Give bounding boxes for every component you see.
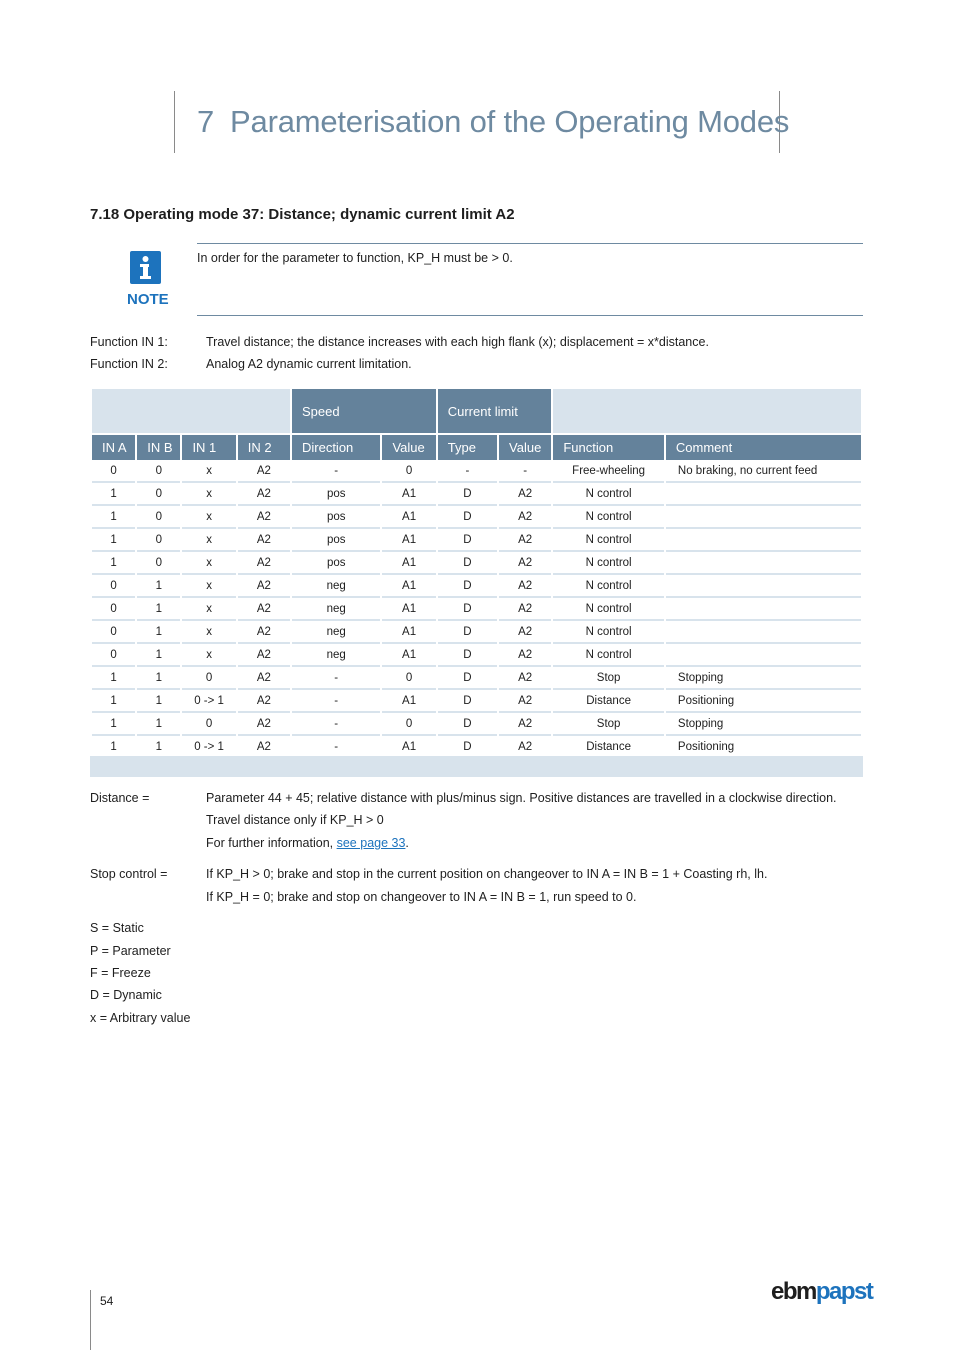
col-speed-value: Value (382, 433, 435, 460)
cell-function: Free-wheeling (553, 460, 664, 483)
cell-in-2: A2 (238, 667, 290, 690)
cell-in-1: 0 (182, 713, 235, 736)
cell-in-a: 1 (92, 506, 135, 529)
cell-in-a: 0 (92, 575, 135, 598)
cell-type: - (438, 460, 497, 483)
cell-type: D (438, 575, 497, 598)
chapter-title: Parameterisation of the Operating Modes (230, 104, 790, 139)
cell-in-1: 0 -> 1 (182, 736, 235, 759)
note-text: In order for the parameter to function, KP_H must be > 0. (197, 251, 513, 265)
cell-in-1: x (182, 621, 235, 644)
cell-in-b: 1 (137, 667, 180, 690)
cell-in-2: A2 (238, 690, 290, 713)
cell-speed-value: A1 (382, 621, 435, 644)
table-row (92, 690, 861, 713)
cell-type: D (438, 621, 497, 644)
cell-comment (666, 483, 861, 506)
cell-in-1: x (182, 644, 235, 667)
cell-function: N control (553, 529, 664, 552)
cell-direction: pos (292, 552, 380, 575)
cell-direction: pos (292, 483, 380, 506)
cell-direction: - (292, 667, 380, 690)
cell-type: D (438, 644, 497, 667)
cell-in-b: 1 (137, 598, 180, 621)
cell-comment (666, 506, 861, 529)
cell-comment: Positioning (666, 736, 861, 759)
cell-direction: neg (292, 644, 380, 667)
cell-in-2: A2 (238, 713, 290, 736)
cell-direction: neg (292, 598, 380, 621)
cell-in-b: 1 (137, 713, 180, 736)
col-in-2: IN 2 (238, 433, 290, 460)
table-row (92, 552, 861, 575)
cell-in-a: 1 (92, 667, 135, 690)
footer-rule (90, 1290, 91, 1350)
chapter-heading (197, 104, 789, 140)
table-row (92, 506, 861, 529)
cell-current-value: A2 (499, 483, 551, 506)
cell-speed-value: A1 (382, 644, 435, 667)
cell-type: D (438, 598, 497, 621)
operating-mode-table (90, 389, 863, 759)
cell-in-a: 0 (92, 598, 135, 621)
cell-in-a: 1 (92, 552, 135, 575)
info-icon (130, 251, 161, 284)
cell-in-b: 1 (137, 575, 180, 598)
table-row (92, 575, 861, 598)
cell-in-b: 1 (137, 736, 180, 759)
table-row (92, 667, 861, 690)
cell-function: N control (553, 598, 664, 621)
cell-in-b: 0 (137, 506, 180, 529)
cell-in-b: 1 (137, 690, 180, 713)
cell-current-value: A2 (499, 552, 551, 575)
cell-in-1: x (182, 460, 235, 483)
cell-in-1: x (182, 483, 235, 506)
cell-in-b: 0 (137, 529, 180, 552)
cell-type: D (438, 667, 497, 690)
logo-part-papst: papst (815, 1278, 873, 1305)
legend-arbitrary: x = Arbitrary value (90, 1011, 191, 1025)
table-row (92, 713, 861, 736)
cell-comment (666, 598, 861, 621)
cell-in-a: 1 (92, 483, 135, 506)
col-function: Function (553, 433, 664, 460)
header-blank-left (92, 389, 290, 433)
cell-function: Distance (553, 736, 664, 759)
stop-control-line1: If KP_H > 0; brake and stop in the current position on changeover to IN A = IN B = 1 + Coasting rh, lh. (206, 867, 768, 881)
cell-speed-value: A1 (382, 483, 435, 506)
cell-speed-value: 0 (382, 667, 435, 690)
cell-in-2: A2 (238, 529, 290, 552)
table-row (92, 460, 861, 483)
cell-in-b: 0 (137, 483, 180, 506)
cell-in-a: 1 (92, 713, 135, 736)
function-in1-value: Travel distance; the distance increases with each high flank (x); displacement = x*distance. (206, 335, 709, 349)
table-row (92, 483, 861, 506)
cell-function: N control (553, 483, 664, 506)
col-in-a: IN A (92, 433, 135, 460)
see-page-link[interactable]: see page 33 (336, 836, 406, 850)
legend-static: S = Static (90, 921, 144, 935)
cell-type: D (438, 483, 497, 506)
cell-function: Stop (553, 713, 664, 736)
cell-function: N control (553, 506, 664, 529)
cell-direction: - (292, 736, 380, 759)
table-row (92, 621, 861, 644)
stop-control-line2: If KP_H = 0; brake and stop on changeover to IN A = IN B = 1, run speed to 0. (206, 890, 637, 904)
header-left-rule (174, 91, 175, 153)
cell-speed-value: A1 (382, 529, 435, 552)
col-current-value: Value (499, 433, 551, 460)
cell-current-value: A2 (499, 506, 551, 529)
logo-part-ebm: ebm (771, 1278, 816, 1305)
cell-comment: Stopping (666, 713, 861, 736)
cell-direction: neg (292, 575, 380, 598)
cell-current-value: A2 (499, 690, 551, 713)
distance-line3-prefix: For further information, (206, 836, 337, 850)
cell-type: D (438, 690, 497, 713)
cell-speed-value: A1 (382, 552, 435, 575)
cell-type: D (438, 529, 497, 552)
distance-label: Distance = (90, 791, 150, 805)
cell-current-value: A2 (499, 598, 551, 621)
function-in2-label: Function IN 2: (90, 357, 168, 371)
cell-in-1: x (182, 598, 235, 621)
cell-current-value: A2 (499, 667, 551, 690)
cell-in-a: 0 (92, 644, 135, 667)
cell-current-value: A2 (499, 621, 551, 644)
table-footer-band (90, 756, 863, 777)
cell-in-1: 0 (182, 667, 235, 690)
distance-line3-suffix: . (405, 836, 409, 850)
table-row (92, 529, 861, 552)
cell-function: Distance (553, 690, 664, 713)
cell-comment: Positioning (666, 690, 861, 713)
cell-in-2: A2 (238, 506, 290, 529)
cell-speed-value: 0 (382, 713, 435, 736)
cell-current-value: A2 (499, 644, 551, 667)
cell-in-a: 0 (92, 460, 135, 483)
cell-in-b: 0 (137, 460, 180, 483)
cell-speed-value: A1 (382, 690, 435, 713)
cell-in-b: 1 (137, 621, 180, 644)
cell-type: D (438, 736, 497, 759)
cell-comment (666, 529, 861, 552)
col-in-b: IN B (137, 433, 180, 460)
col-comment: Comment (666, 433, 861, 460)
cell-speed-value: A1 (382, 736, 435, 759)
cell-comment: Stopping (666, 667, 861, 690)
distance-line1: Parameter 44 + 45; relative distance with plus/minus sign. Positive distances are travelled in a clockwise direction. (206, 791, 837, 805)
cell-direction: neg (292, 621, 380, 644)
cell-in-1: 0 -> 1 (182, 690, 235, 713)
cell-in-1: x (182, 506, 235, 529)
cell-current-value: A2 (499, 529, 551, 552)
note-top-rule (197, 243, 863, 244)
stop-control-label: Stop control = (90, 867, 168, 881)
function-in2-value: Analog A2 dynamic current limitation. (206, 357, 412, 371)
cell-in-2: A2 (238, 460, 290, 483)
cell-comment (666, 575, 861, 598)
cell-direction: pos (292, 529, 380, 552)
cell-direction: - (292, 460, 380, 483)
table-row (92, 644, 861, 667)
cell-in-1: x (182, 529, 235, 552)
function-in1-label: Function IN 1: (90, 335, 168, 349)
cell-direction: - (292, 713, 380, 736)
distance-line3 (206, 836, 409, 850)
cell-in-b: 0 (137, 552, 180, 575)
cell-type: D (438, 506, 497, 529)
table-row (92, 598, 861, 621)
note-bottom-rule (197, 315, 863, 316)
cell-speed-value: 0 (382, 460, 435, 483)
cell-in-a: 1 (92, 736, 135, 759)
legend-freeze: F = Freeze (90, 966, 151, 980)
cell-function: N control (553, 644, 664, 667)
cell-direction: pos (292, 506, 380, 529)
col-type: Type (438, 433, 497, 460)
distance-line2: Travel distance only if KP_H > 0 (206, 813, 384, 827)
cell-function: N control (553, 621, 664, 644)
chapter-number: 7 (197, 104, 215, 139)
legend-dynamic: D = Dynamic (90, 988, 162, 1002)
cell-in-b: 1 (137, 644, 180, 667)
header-blank-right (553, 389, 861, 433)
cell-in-a: 1 (92, 690, 135, 713)
cell-speed-value: A1 (382, 506, 435, 529)
col-direction: Direction (292, 433, 380, 460)
cell-in-1: x (182, 552, 235, 575)
cell-current-value: A2 (499, 736, 551, 759)
current-limit-group-header: Current limit (438, 389, 552, 433)
cell-function: Stop (553, 667, 664, 690)
cell-function: N control (553, 552, 664, 575)
section-title: 7.18 Operating mode 37: Distance; dynamic current limit A2 (90, 206, 515, 223)
cell-comment (666, 621, 861, 644)
cell-in-2: A2 (238, 621, 290, 644)
note-label: NOTE (127, 291, 169, 308)
cell-speed-value: A1 (382, 575, 435, 598)
legend-parameter: P = Parameter (90, 944, 171, 958)
cell-in-2: A2 (238, 575, 290, 598)
cell-in-1: x (182, 575, 235, 598)
cell-in-a: 1 (92, 529, 135, 552)
ebmpapst-logo (771, 1278, 872, 1306)
cell-function: N control (553, 575, 664, 598)
cell-current-value: - (499, 460, 551, 483)
cell-in-2: A2 (238, 552, 290, 575)
page-number: 54 (100, 1294, 114, 1308)
cell-type: D (438, 552, 497, 575)
col-in-1: IN 1 (182, 433, 235, 460)
cell-current-value: A2 (499, 713, 551, 736)
cell-type: D (438, 713, 497, 736)
cell-in-2: A2 (238, 598, 290, 621)
cell-in-a: 0 (92, 621, 135, 644)
cell-speed-value: A1 (382, 598, 435, 621)
cell-direction: - (292, 690, 380, 713)
cell-comment (666, 644, 861, 667)
cell-current-value: A2 (499, 575, 551, 598)
cell-in-2: A2 (238, 736, 290, 759)
cell-in-2: A2 (238, 483, 290, 506)
cell-comment: No braking, no current feed (666, 460, 861, 483)
cell-in-2: A2 (238, 644, 290, 667)
cell-comment (666, 552, 861, 575)
speed-group-header: Speed (292, 389, 436, 433)
